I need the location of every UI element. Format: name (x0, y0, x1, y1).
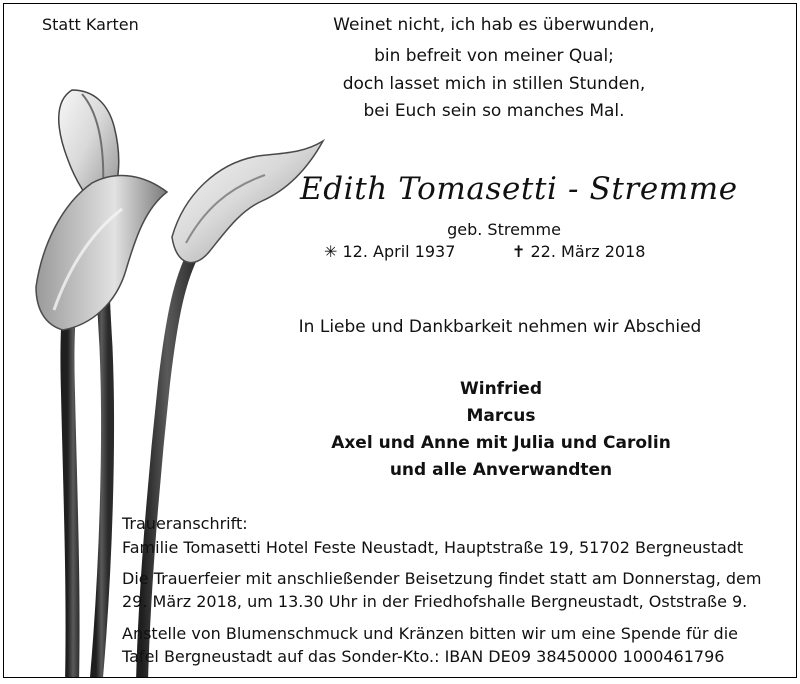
death-symbol-icon: ✝ (512, 242, 526, 261)
deceased-name: Edith Tomasetti - Stremme (300, 171, 738, 207)
poem-line-3: doch lasset mich in stillen Stunden, (342, 74, 646, 94)
death-date: 22. März 2018 (530, 242, 646, 261)
address-label: Traueranschrift: (122, 514, 248, 533)
birth-date: 12. April 1937 (342, 242, 456, 261)
family-name-1: Winfried (460, 379, 542, 399)
family-name-3: Axel und Anne mit Julia und Carolin (331, 433, 671, 453)
family-name-2: Marcus (466, 406, 536, 426)
farewell-text: In Liebe und Dankbarkeit nehmen wir Abschied (298, 317, 702, 337)
birth-symbol-icon: ✳ (324, 242, 338, 261)
birth-date-row (324, 244, 455, 260)
header-left-text: Statt Karten (42, 15, 139, 34)
birth-name: geb. Stremme (447, 220, 561, 239)
poem-line-4: bei Euch sein so manches Mal. (363, 101, 625, 121)
ceremony-line-2: 29. März 2018, um 13.30 Uhr in der Friedhofshalle Bergneustadt, Oststraße 9. (122, 592, 748, 611)
ceremony-line-1: Die Trauerfeier mit anschließender Beisetzung findet statt am Donnerstag, dem (122, 569, 762, 588)
obituary-notice (3, 3, 797, 678)
poem-line-1: Weinet nicht, ich hab es überwunden, (333, 15, 655, 35)
poem-line-2: bin befreit von meiner Qual; (374, 46, 614, 66)
donation-line-2: Tafel Bergneustadt auf das Sonder-Kto.: IBAN DE09 38450000 1000461796 (122, 647, 725, 666)
death-date-row (512, 244, 645, 260)
address-text: Familie Tomasetti Hotel Feste Neustadt, Hauptstraße 19, 51702 Bergneustadt (122, 538, 744, 557)
family-name-4: und alle Anverwandten (389, 460, 613, 480)
donation-line-1: Anstelle von Blumenschmuck und Kränzen bitten wir um eine Spende für die (122, 624, 738, 643)
